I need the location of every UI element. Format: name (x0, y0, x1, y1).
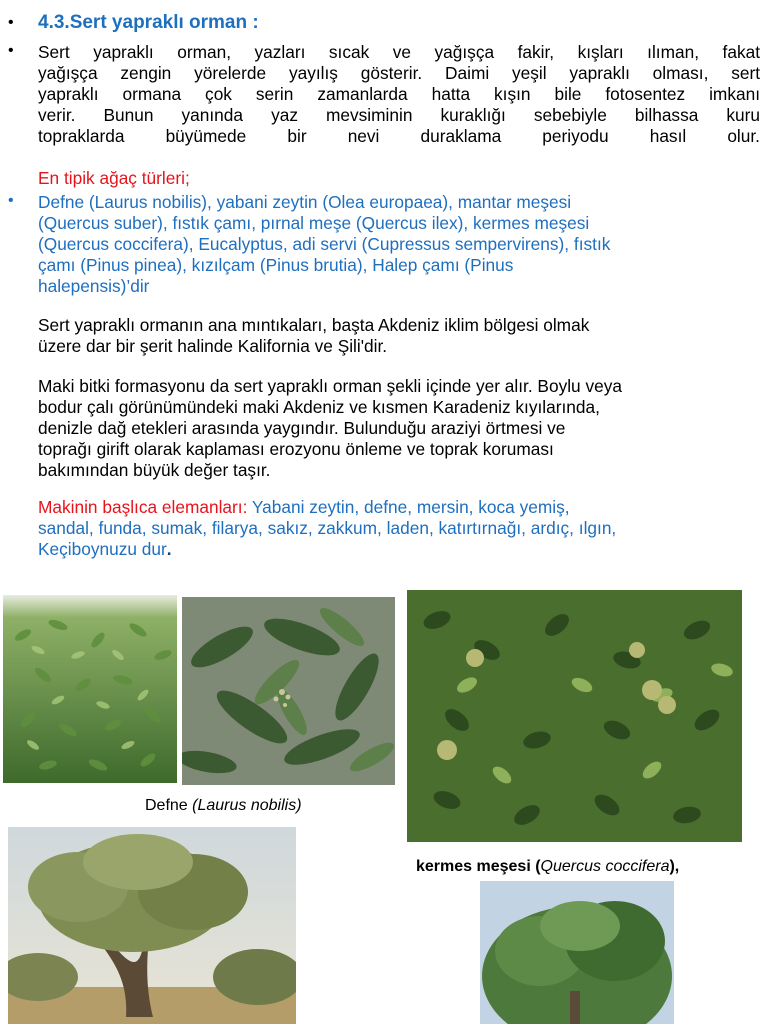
bullet-marker: • (8, 42, 14, 59)
species-list (38, 192, 760, 297)
species-heading: En tipik ağaç türleri; (38, 168, 190, 188)
text-line (38, 539, 760, 560)
kermes-caption (416, 858, 679, 876)
section-heading: 4.3.Sert yapraklı orman : (38, 12, 259, 33)
kermes-leaves-photo (407, 590, 742, 842)
maki-list-part: Keçiboynuzu dur (38, 539, 167, 559)
text-line: toprağı girift olarak kaplaması erozyonu önleme ve toprak koruması (38, 439, 554, 459)
maki-list-part: Yabani zeytin, defne, mersin, koca yemiş, (251, 497, 570, 517)
defne-shrub-photo (3, 595, 177, 783)
bullet-marker: • (8, 192, 14, 209)
defne-caption (145, 797, 302, 815)
caption-latin: (Laurus nobilis) (192, 797, 302, 814)
maki-label: Makinin başlıca elemanları: (38, 497, 248, 517)
text-line: yapraklı ormana çok serin zamanlarda hatta kışın bile fotosentez imkanı (38, 84, 760, 104)
caption-name: kermes meşesi ( (416, 858, 541, 875)
maki-elements (38, 497, 760, 560)
maki-paragraph (38, 376, 760, 481)
caption-name: Defne (145, 797, 188, 814)
text-line: topraklarda büyümede bir nevi duraklama periyodu hasıl olur. (38, 126, 760, 146)
defne-leaves-photo (182, 597, 395, 785)
intro-paragraph (38, 42, 760, 147)
text-line: (Quercus coccifera), Eucalyptus, adi servi (Cupressus sempervirens), fıstık (38, 234, 611, 254)
text-line: (Quercus suber), fıstık çamı, pırnal meşe (Quercus ilex), kermes meşesi (38, 213, 590, 233)
text-line: bodur çalı görünümündeki maki Akdeniz ve kısmen Karadeniz kıyılarında, (38, 397, 600, 417)
text-line: Defne (Laurus nobilis), yabani zeytin (Olea europaea), mantar meşesi (38, 192, 572, 212)
text-line: halepensis)’dir (38, 276, 150, 296)
text-line: çamı (Pinus pinea), kızılçam (Pinus brutia), Halep çamı (Pinus (38, 255, 514, 275)
text-line: verir. Bunun yanında yaz mevsiminin kuraklığı sebebiyle bilhassa kuru (38, 105, 760, 125)
caption-end: ), (669, 858, 680, 875)
text-line: Maki bitki formasyonu da sert yapraklı orman şekli içinde yer alır. Boylu veya (38, 376, 622, 396)
caption-latin: Quercus coccifera (540, 858, 670, 875)
text-line: Sert yapraklı ormanın ana mıntıkaları, başta Akdeniz iklim bölgesi olmak (38, 315, 590, 335)
maki-period: . (166, 539, 172, 559)
regions-paragraph (38, 315, 760, 357)
text-line: Sert yapraklı orman, yazları sıcak ve yağışça fakir, kışları ılıman, fakat (38, 42, 760, 62)
bullet-marker: • (8, 14, 14, 31)
text-line (38, 497, 760, 518)
text-line: bakımından büyük değer taşır. (38, 460, 271, 480)
text-line: üzere dar bir şerit halinde Kalifornia ve Şili'dir. (38, 336, 388, 356)
kermes-tree-photo (480, 881, 674, 1024)
maki-list-part: sandal, funda, sumak, filarya, sakız, zakkum, laden, katırtırnağı, ardıç, ılgın, (38, 518, 617, 538)
text-line: denizle dağ etekleri arasında yaygındır. Bulunduğu araziyi örtmesi ve (38, 418, 566, 438)
olive-tree-photo (8, 827, 296, 1024)
text-line: yağışça zengin yörelerde yayılış gösterir. Daimi yeşil yapraklı olması, sert (38, 63, 760, 83)
